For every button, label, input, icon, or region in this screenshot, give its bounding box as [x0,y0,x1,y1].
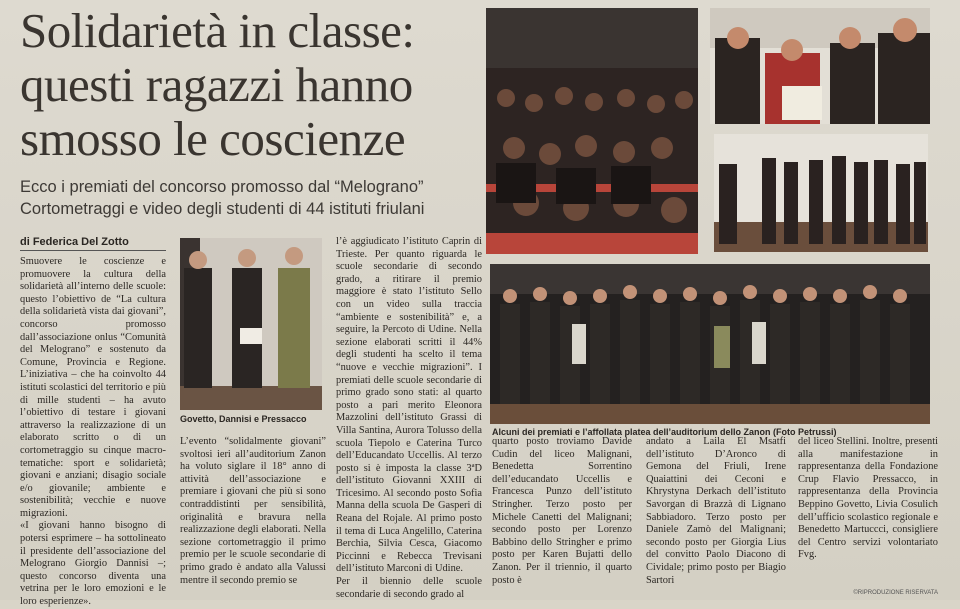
article-column-5 [646,436,786,594]
paragraph: «I giovani hanno bisogno di potersi esprimere – ha sottolineato il presidente dell’associazione del Melograno Giorgio Dannisi –; questo concorso diventa una vetrina per le loro emozioni e le loro esperienze». [20,520,166,608]
article-column-1 [20,256,166,608]
subhead-line-1: Ecco i premiati del concorso promosso dal “Melograno” [20,178,424,196]
photo-stage-line [714,134,928,252]
paragraph: quarto posto troviamo Davide Cudin del liceo Malignani, Benedetta Sorrentino dell’educandato Uccellis e Francesca Punzo dell’istituto Stringher. Terzo posto per Michele Canetti del Malignani; secondo posto per Lorenzo Babbino dello Stringher e primo posto per Karen Bujatti dello Zanon. Per il triennio, il quarto posto è [492,436,632,586]
subhead-line-2: Cortometraggi e video degli studenti di 44 istituti friulani [20,200,425,218]
paragraph: l’è aggiudicato l’istituto Caprin di Trieste. Per quanto riguarda le scuole secondarie di secondo grado, a ritirare il premio maggiore è stato l’istituto Sello con un video sulla traccia “ambiente e sostenibilità” e, a seguire, la Percoto di Udine. Nella sezione elaborati scritti il 44% degli studenti ha scelto il tema “nuove e vecchie migrazioni”. I premiati delle scuole secondarie di primo grado sono stati: al quarto posto a pari merito Eleonora Mazzolini dell’istituto Grassi di Villa Santina, Aurora Tolusso della scuola Tiepolo e Caterina Turco dell’Educandato Uccellis. Al terzo posto si è imposta la classe 3ªD dell’istituto Giovanni XXIII di Tricesimo. Al secondo posto Sofia Manna della scuola De Gasperi di Reana del Rojale. Al primo posto il tema di Luca Angelillo, Caterina Berchia, Silvia Cesca, Giacomo Piccinni e Rebecca Trevisani dell’istituto Marconi di Udine. [336,236,482,575]
paragraph: del liceo Stellini. Inoltre, presenti alla manifestazione in rappresentanza della Fondazione Crup Flavio Pressacco, in rappresentanza della Provincia Beppino Govetto, Livia Cosulich dell’ufficio scolastico regionale e Benedetto Martuccci, consigliere del Centro servizi volontariato Fvg. [798,436,938,561]
byline: di Federica Del Zotto [20,236,166,251]
paragraph: andato a Laila El Msatfi dell’istituto D’Aronco di Gemona del Friuli, Irene Quaiattini dei Ceconi e Khrystyna Derkach dell’istituto Savorgan di Brazzà di Lignano Sabbiadoro. Terzo posto per Daniele Zamò del Malignani; secondo posto per Giorgia Lius del convitto Paolo Diacono di Cividale; primo posto per Biagio Sartori [646,436,786,586]
copyright-notice: ©RIPRODUZIONE RISERVATA [853,590,938,596]
paragraph: L’evento “solidalmente giovani” svoltosi ieri all’auditorium Zanon ha voluto siglare il 18° anno di attività dell’associazione e premiare i giovani che più si sono contraddistinti per sensibilità, originalità e bravura nella realizzazione degli elaborati. Nella sezione cortometraggio il primo premio per le scuole secondarie di primo grado è andato alla Valussi mentre il secondo premio se [180,436,326,586]
photo-three-men [180,238,322,410]
headline: Solidarietà in classe: questi ragazzi hanno smosso le coscienze [20,3,415,166]
subheadline [20,176,480,220]
article-column-4 [492,436,632,594]
article-column-2 [180,436,326,594]
photo-certificate [710,8,930,124]
photo-audience [486,8,698,254]
article-column-3 [336,236,482,600]
article-column-6 [798,436,938,594]
caption-three-men: Govetto, Dannisi e Pressacco [180,414,307,424]
caption-group: Alcuni dei premiati e l’affollata platea dell’auditorium dello Zanon (Foto Petrussi) [492,427,837,437]
paragraph: Smuovere le coscienze e promuovere la cultura della solidarietà all’interno delle scuole: questo l’obiettivo de “La cultura della solidarietà vista dai giovani”, concorso promosso dall’associazione onlus “Comunità del Melograno” e sostenuto da Comune, Provincia e Regione. L’iniziativa – che ha coinvolto 44 istituti scolastici del territorio e più di mille studenti – ha avuto l’obiettivo di testare i giovani attraverso la realizzazione di un elaborato scritto o di un cortometraggio su cinque macro-tematiche: sport e solidarietà; giovani e anziani; disagio sociale e/o giovanile; ambiente e sostenibilità; vecchie e nuove migrazioni. [20,256,166,519]
paragraph: Per il biennio delle scuole secondarie di secondo grado al [336,576,482,600]
photo-group [490,264,930,424]
